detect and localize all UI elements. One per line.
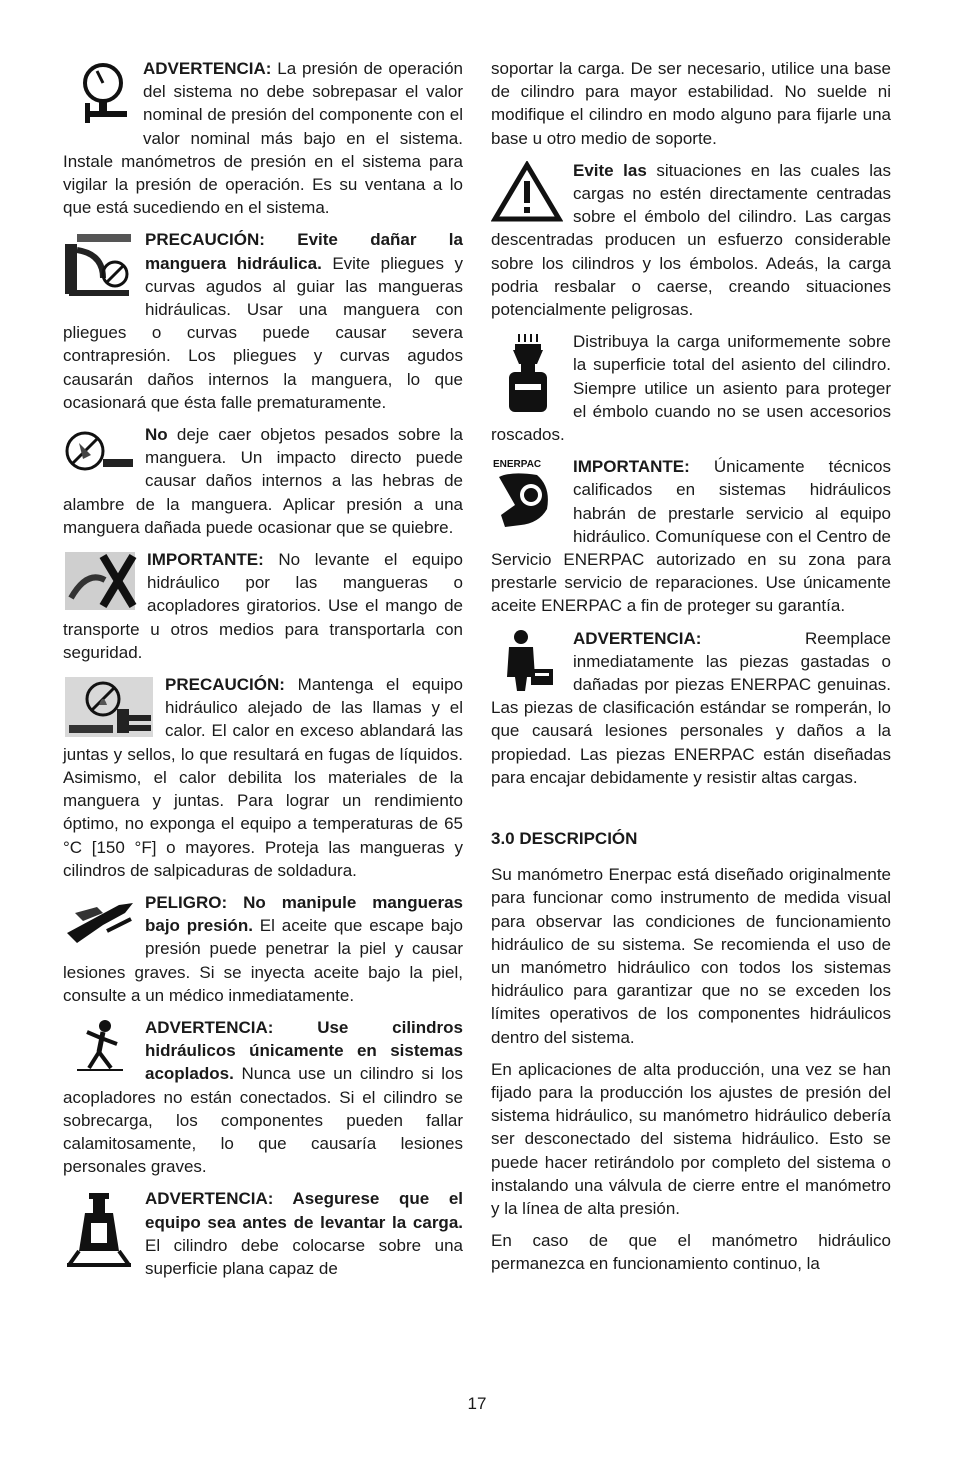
cylinder-saddle-icon bbox=[491, 332, 563, 416]
enerpac-logo-text: ENERPAC bbox=[493, 459, 542, 471]
description-paragraph: Su manómetro Enerpac está diseñado originalmente para funcionar como instrumento de medida visual para observar las condiciones de funcionamiento hidráulico de su sistema. Se recomienda el uso de un manómetro hidráulico con todos los sistemas hidráulico para garantizar que no se exceden los límites operativos de los componentes hidráulicos dentro del sistema. bbox=[491, 865, 891, 1047]
safety-block-pressure-hose: PELIGRO: No manipule mangueras bajo presión. El aceite que escape bajo presión puede penetrar la piel y causar lesiones graves. Si se inyecta aceite bajo la piel, consulte a un médico inmediatamente. bbox=[63, 892, 464, 1005]
person-parts-icon bbox=[491, 629, 563, 693]
warning-triangle-icon bbox=[491, 161, 563, 223]
safety-block-drop-objects: No deje caer objetos pesados sobre la manguera. Un impacto directo puede causar daños internos a las hebras de alambre de la manguera. Aplicar presión a una manguera dañada puede ocasionar que se quiebre. bbox=[63, 425, 463, 537]
hose-kink-icon bbox=[63, 230, 135, 300]
safety-block-hose-kink: PRECAUCIÓN: Evite dañar la manguera hidráulica. Evite pliegues y curvas agudos al guiar las mangueras hidráulicas. Usar una manguera con pliegues o curvas puede causar severa contrapresión. Los pliegues y curvas agudos causarán daños internos la manguera, lo que ocasionará que ésta falle prematuramente. bbox=[63, 230, 463, 412]
left-column bbox=[63, 57, 463, 1289]
safety-block-off-center-load: Evite las situaciones en las cuales las cargas no estén directamente centradas sobre el émbolo del cilindro. Las cargas descentradas producen un esfuerzo considerable sobre los cilindros y los émbolos. Adeás, la carga podria resbalar o caerse, creando situaciones potencialmente peligrosas. bbox=[491, 160, 891, 320]
safety-block-genuine-parts: ADVERTENCIA: Reemplace inmediatamente las piezas gastadas o dañadas por piezas ENERPAC genuinas. Las piezas de clasificación estándar se romperán, lo que causará lesiones personales y daños a la propiedad. Las piezas ENERPAC están diseñadas para encajar debidamente y resistir altas cargas. bbox=[491, 628, 891, 787]
safety-block-coupled-systems: ADVERTENCIA: Use cilindros hidráulicos únicamente en sistemas acoplados. Nunca use un cilindro si los acopladores no están conectados. Si el cilindro se sobrecarga, los componentes pueden fallar calamitosamente, lo que causaría lesiones personales graves. bbox=[63, 1017, 463, 1177]
right-column bbox=[491, 57, 891, 1285]
no-lift-by-hose-icon bbox=[63, 550, 137, 612]
section-title: 3.0 DESCRIPCIÓN bbox=[491, 829, 638, 849]
person-falling-icon bbox=[63, 1018, 135, 1074]
continuation-paragraph: soportar la carga. De ser necesario, utilice una base de cilindro para mayor estabilidad. No suelde ni modifique el cilindro en modo alguno para fijarle una base u otro medio de soporte. bbox=[491, 59, 891, 148]
safety-block-heat: PRECAUCIÓN: Mantenga el equipo hidráulico alejado de las llamas y el calor. El calor en exceso ablandará las juntas y sellos, lo que resultará en fugas de líquidos. Asimismo, el calor debilita los materiales de la manguera y juntas. Para lograr un rendimiento óptimo, no exponga el equipo a temperaturas de 65 °C [150 °F] o mayores. Proteja las mangueras y cilindros de salpicaduras de soldadura. bbox=[63, 675, 463, 880]
pressure-gauge-icon bbox=[63, 59, 133, 127]
page-number: 17 bbox=[467, 1394, 487, 1413]
safety-block-no-lift-hose: IMPORTANTE: No levante el equipo hidráulico por las mangueras o acopladores giratorios. Use el mango de transporte u otros medios para transportarla con seguridad. bbox=[63, 550, 463, 662]
description-paragraph: En aplicaciones de alta producción, una vez se han fijado para la producción los ajustes de presión del sistema hidráulico, su manómetro hidráulico debería ser desconectado del sistema hidráulico. Esto se puede hacer retirándolo por completo del sistema o instalando una válvula de cierre entre el manómetro y la línea de alta presión. bbox=[491, 1059, 891, 1218]
safety-block-stable-base: ADVERTENCIA: Asegurese que el equipo sea antes de levantar la carga. El cilindro debe colocarse sobre una superficie plana capaz de bbox=[63, 1187, 463, 1280]
safety-block-distribute-load: Distribuya la carga uniformemente sobre la superficie total del asiento del cilindro. Siempre utilice un asiento para proteger el émbolo cuando no se usen accesorios roscados. bbox=[491, 332, 891, 445]
description-paragraph: En caso de que el manómetro hidráulico permanezca en funcionamiento continuo, la bbox=[491, 1231, 891, 1274]
safety-block-gauge: ADVERTENCIA: La presión de operación del sistema no debe sobrepasar el valor nominal de presión del componente con el valor nominal más bajo en el sistema. Instale manómetros de presión en el sistema para vigilar la presión de operación. Es su ventana a lo que está sucediendo en el sistema. bbox=[63, 59, 463, 218]
no-drop-objects-icon bbox=[63, 425, 135, 477]
enerpac-service-icon bbox=[491, 457, 563, 531]
cylinder-stand-icon bbox=[63, 1189, 135, 1269]
hand-pressure-hose-icon bbox=[63, 893, 135, 949]
no-heat-flame-icon bbox=[63, 675, 155, 739]
safety-block-qualified-service: ENERPAC IMPORTANTE: Únicamente técnicos calificados en sistemas hidráulicos habrán de prestarle servicio al equipo hidráulico. Comuníquese con el Centro de Servicio ENERPAC autorizado en su zona para prestarle servicio de reparaciones. Use únicamente aceite ENERPAC a fin de proteger su garantía. bbox=[491, 457, 891, 616]
